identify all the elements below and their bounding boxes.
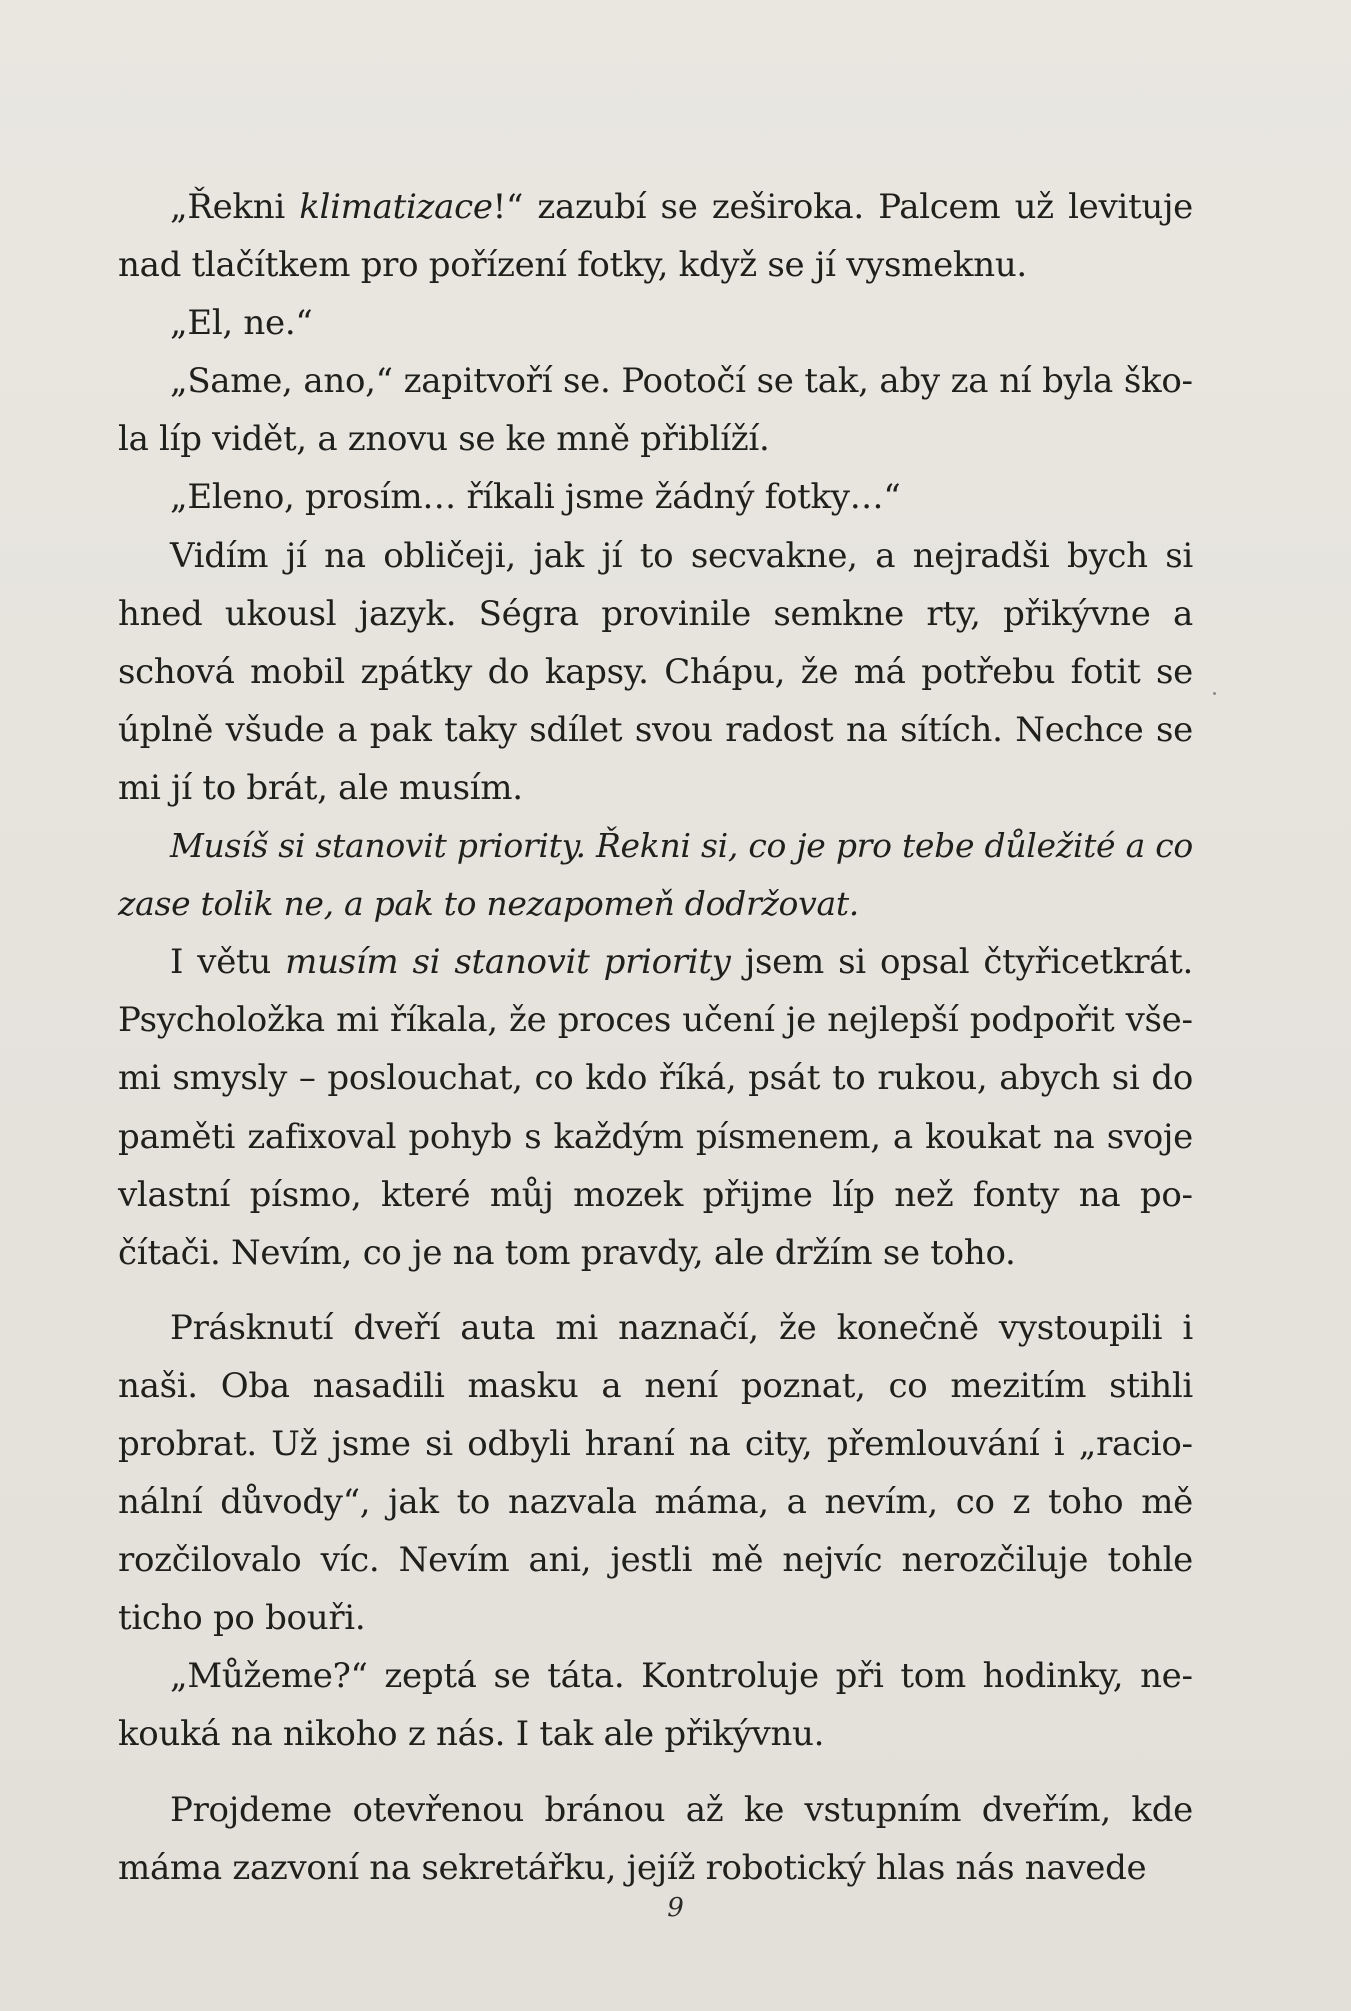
paragraph-1 — [118, 178, 1193, 294]
text-segment: Prásknutí dveří auta mi naznačí, že konečně vystoupili i naši. Oba nasadili masku a není poznat, co mezitím stihli probrat. Už jsme si odbyli hraní na city, přemlouvání i „racionální důvody“, jak to nazvala máma, a nevím, co z toho mě rozčilovalo víc. Nevím ani, jestli mě nejvíc nerozčiluje tohle ticho po bouři. — [118, 1307, 1193, 1639]
text-segment: Vidím jí na obličeji, jak jí to secvakne, a nejradši bych si hned ukousl jazyk. Ségra provinile semkne rty, přikývne a schová mobil zpátky do kapsy. Chápu, že má potřebu fotit se úplně všude a pak taky sdílet svou radost na sítích. Nechce se mi jí to brát, ale musím. — [118, 535, 1193, 808]
text-segment: Musíš si stanovit priority. Řekni si, co je pro tebe důležité a co zase tolik ne, a pak to nezapomeň dodržovat. — [118, 826, 1193, 924]
text-segment-italic: klimatizace — [299, 187, 493, 227]
text-segment: „Eleno, prosím… říkali jsme žádný fotky…“ — [170, 477, 901, 518]
paragraph-7 — [118, 933, 1193, 1282]
text-segment: !“ zazubí se zeširoka. Palcem už levituje nad tlačítkem pro pořízení fotky, když se jí vysmeknu. — [118, 187, 1194, 286]
text-segment: I větu — [170, 942, 286, 983]
paragraph-3 — [118, 352, 1193, 468]
paragraph-2 — [118, 294, 1193, 352]
paragraph-6-italic — [118, 817, 1193, 933]
text-segment: jsem si opsal čtyřicetkrát. Psycholožka mi říkala, že proces učení je nejlepší podpořit všemi smysly – poslouchat, co kdo říká, psát to rukou, abych si do paměti zafixoval pohyb s každým písmenem, a koukat na svoje vlastní písmo, které můj mozek přijme líp než fonty na počítači. Nevím, co je na tom pravdy, ale držím se toho. — [118, 942, 1193, 1273]
text-segment: „Same, ano,“ zapitvoří se. Pootočí se tak, aby za ní byla škola líp vidět, a znovu se ke mně přiblíží. — [118, 361, 1193, 460]
text-segment: „El, ne.“ — [170, 303, 313, 344]
paragraph-8 — [118, 1299, 1193, 1648]
text-segment: „Můžeme?“ zeptá se táta. Kontroluje při tom hodinky, nekouká na nikoho z nás. I tak ale přikývnu. — [118, 1656, 1193, 1755]
page-number: 9 — [667, 1893, 684, 1923]
paragraph-5 — [118, 527, 1193, 817]
book-page-text — [118, 178, 1193, 1897]
text-segment: Projdeme otevřenou bránou až ke vstupním dveřím, kde máma zazvoní na sekretářku, jejíž robotický hlas nás navede — [118, 1789, 1193, 1888]
text-segment: „Řekni — [170, 187, 300, 227]
paragraph-10 — [118, 1781, 1193, 1897]
paper-speck — [1213, 692, 1216, 695]
paragraph-9 — [118, 1647, 1193, 1763]
paragraph-4 — [118, 468, 1193, 526]
text-segment-italic: musím si stanovit priority — [285, 942, 731, 983]
